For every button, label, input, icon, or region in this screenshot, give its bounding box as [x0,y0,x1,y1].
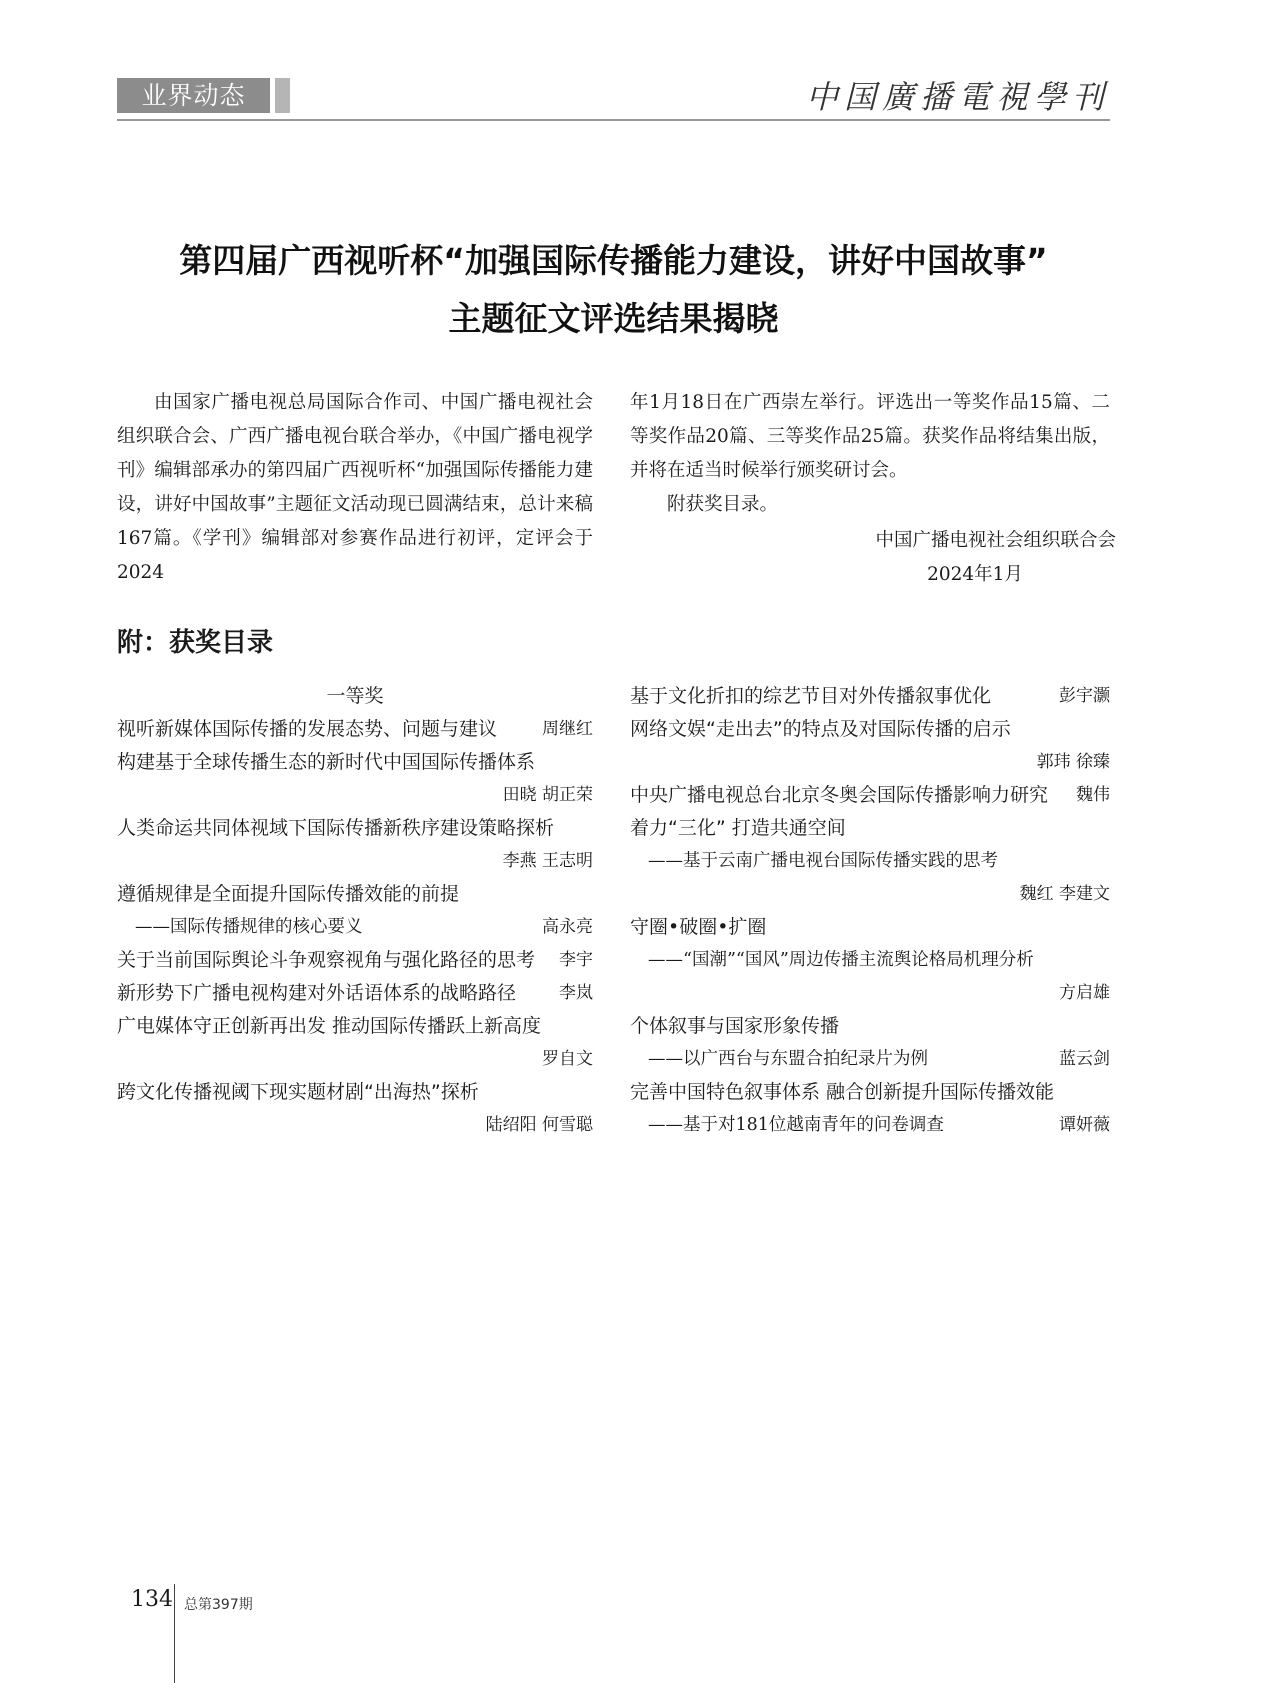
list-item [630,779,1110,812]
section-label: 业界动态 [117,78,270,113]
entry-authors: 周继红 [542,719,593,739]
entry-title: 关于当前国际舆论斗争观察视角与强化路径的思考 [117,949,536,971]
entry-title: 人类命运共同体视域下国际传播新秩序建设策略探析 [117,817,555,839]
annex-heading: 附：获奖目录 [117,628,274,658]
award-list-left [117,680,593,1142]
entry-title: 视听新媒体国际传播的发展态势、问题与建议 [117,718,498,740]
award-list-right [630,680,1110,1142]
intro-column-right [630,386,1110,522]
entry-authors: 陆绍阳 何雪聪 [485,1115,593,1135]
entry-title: 广电媒体守正创新再出发 推动国际传播跃上新高度 [117,1015,542,1037]
entry-authors: 魏红 李建文 [1019,884,1110,904]
entry-subtitle: ——国际传播规律的核心要义 [135,917,363,937]
entry-subtitle: ——以广西台与东盟合拍纪录片为例 [648,1049,928,1069]
entry-title: 着力“三化” 打造共通空间 [630,817,846,839]
entry-authors: 田晓 胡正荣 [502,785,593,805]
page-number: 134 [131,1587,173,1612]
entry-authors: 高永亮 [542,917,593,937]
entry-title: 中央广播电视总台北京冬奥会国际传播影响力研究 [630,784,1049,806]
intro-annex-note: 附获奖目录。 [667,494,779,515]
list-item [117,944,593,977]
list-item [630,680,1110,713]
journal-logo: 中国廣播電視學刊 [805,78,1110,116]
entry-authors: 李燕 王志明 [502,851,593,871]
entry-authors: 李宇 [559,950,593,970]
intro-paragraph-left: 由国家广播电视总局国际合作司、中国广播电视社会组织联合会、广西广播电视台联合举办，《中国广播电视学刊》编辑部承办的第四届广西视听杯“加强国际传播能力建设，讲好中国故事”主题征文活动现已圆满结束，总计来稿167篇。《学刊》编辑部对参赛作品进行初评，定评会于2024 [117,392,593,583]
entry-title: 完善中国特色叙事体系 融合创新提升国际传播效能 [630,1081,1055,1103]
footer-divider [174,1584,175,1683]
title-line-1: 第四届广西视听杯“加强国际传播能力建设，讲好中国故事” [179,241,1048,280]
entry-authors: 魏伟 [1076,785,1110,805]
entry-title: 遵循规律是全面提升国际传播效能的前提 [117,883,460,905]
signature-date: 2024年1月 [927,564,1023,585]
entry-authors: 郭玮 徐臻 [1036,752,1110,772]
header-divider [117,119,1110,121]
intro-paragraph-right: 年1月18日在广西崇左举行。评选出一等奖作品15篇、二等奖作品20篇、三等奖作品25篇。获奖作品将结集出版，并将在适当时候举行颁奖研讨会。 [630,392,1110,481]
list-item [117,977,593,1010]
entry-title: 网络文娱“走出去”的特点及对国际传播的启示 [630,718,1011,740]
article-title [117,232,1110,348]
award-level-heading: 一等奖 [326,685,384,707]
entry-title: 新形势下广播电视构建对外话语体系的战略路径 [117,982,517,1004]
entry-authors: 谭妍薇 [1059,1115,1110,1135]
entry-title: 基于文化折扣的综艺节目对外传播叙事优化 [630,685,992,707]
issue-number: 总第397期 [184,1597,253,1613]
section-label-bar [275,78,290,113]
entry-title: 跨文化传播视阈下现实题材剧“出海热”探析 [117,1081,479,1103]
entry-subtitle: ——基于对181位越南青年的问卷调查 [648,1115,944,1135]
signature-organization: 中国广播电视社会组织联合会 [875,530,1116,551]
entry-authors: 罗自文 [542,1049,593,1069]
entry-title: 构建基于全球传播生态的新时代中国国际传播体系 [117,751,536,773]
entry-authors: 李岚 [559,983,593,1003]
list-item [117,713,593,746]
title-line-2: 主题征文评选结果揭晓 [448,299,779,338]
entry-subtitle: ——“国潮”“国风”周边传播主流舆论格局机理分析 [648,950,1034,970]
entry-subtitle: ——基于云南广播电视台国际传播实践的思考 [648,851,998,871]
entry-title: 守圈•破圈•扩圈 [630,916,767,938]
list-item [117,911,593,944]
list-item [630,1109,1110,1142]
list-item [630,1043,1110,1076]
entry-authors: 彭宇灏 [1059,686,1110,706]
entry-title: 个体叙事与国家形象传播 [630,1015,840,1037]
entry-authors: 方启雄 [1059,983,1110,1003]
entry-authors: 蓝云剑 [1059,1049,1110,1069]
